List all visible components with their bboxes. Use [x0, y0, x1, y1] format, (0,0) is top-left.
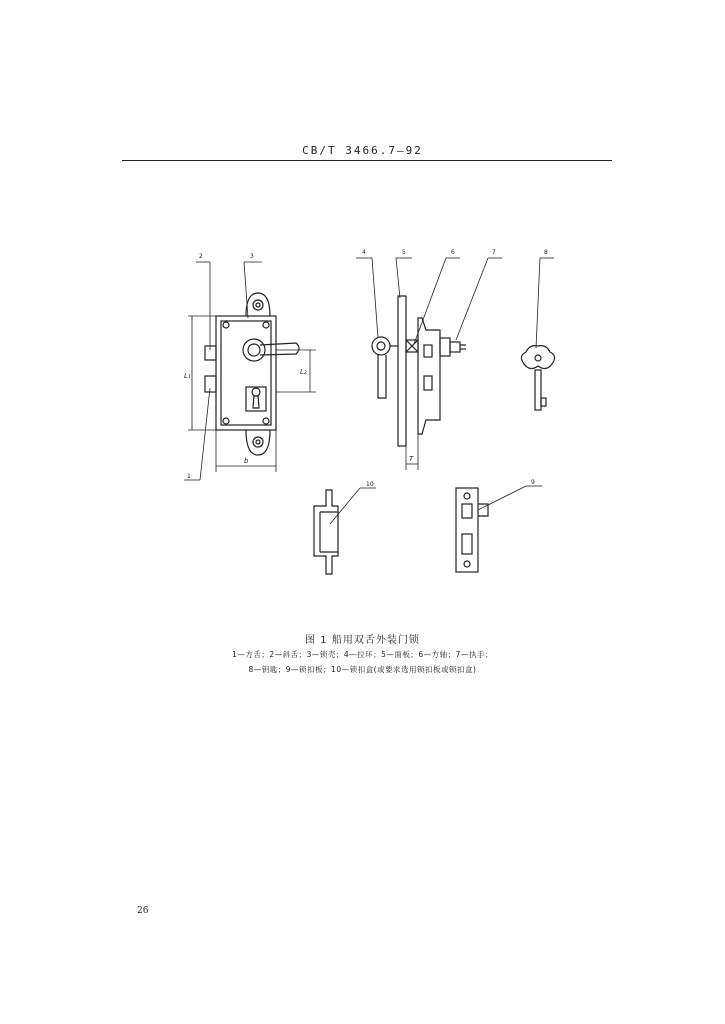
side-dimension-t — [406, 434, 418, 470]
key-drawing — [521, 346, 554, 410]
figure-legend-line-1: 1—方舌；2—斜舌；3—锁壳；4—拉环；5—面板；6—方轴；7—执手； — [232, 650, 493, 659]
callout-1: 1 — [187, 473, 191, 480]
callout-2: 2 — [199, 253, 203, 260]
lock-side-view — [372, 296, 466, 446]
strike-box-drawing — [314, 490, 338, 574]
page-number: 26 — [137, 906, 149, 916]
callout-6: 6 — [451, 249, 455, 256]
dimension-label-l1: L₁ — [184, 372, 191, 380]
callout-3: 3 — [250, 253, 254, 260]
dimension-label-b: b — [244, 457, 249, 465]
lock-front-view — [205, 293, 299, 455]
callout-4: 4 — [362, 249, 366, 256]
callout-9: 9 — [531, 479, 535, 486]
callout-7: 7 — [492, 249, 496, 256]
figure-title: 图 1 船用双舌外装门锁 — [305, 635, 420, 646]
figure-legend-line-2: 8—钥匙；9—锁扣板；10—锁扣盒(或要求选用锁扣板或锁扣盒) — [248, 665, 477, 674]
strike-plate-drawing — [456, 488, 488, 572]
callout-5: 5 — [402, 249, 406, 256]
callout-10: 10 — [366, 481, 374, 488]
standard-code-header: CB/T 3466.7—92 — [302, 144, 423, 157]
callout-8: 8 — [544, 249, 548, 256]
dimension-label-t: T — [409, 455, 414, 463]
dimension-label-l2: L₂ — [300, 368, 307, 376]
